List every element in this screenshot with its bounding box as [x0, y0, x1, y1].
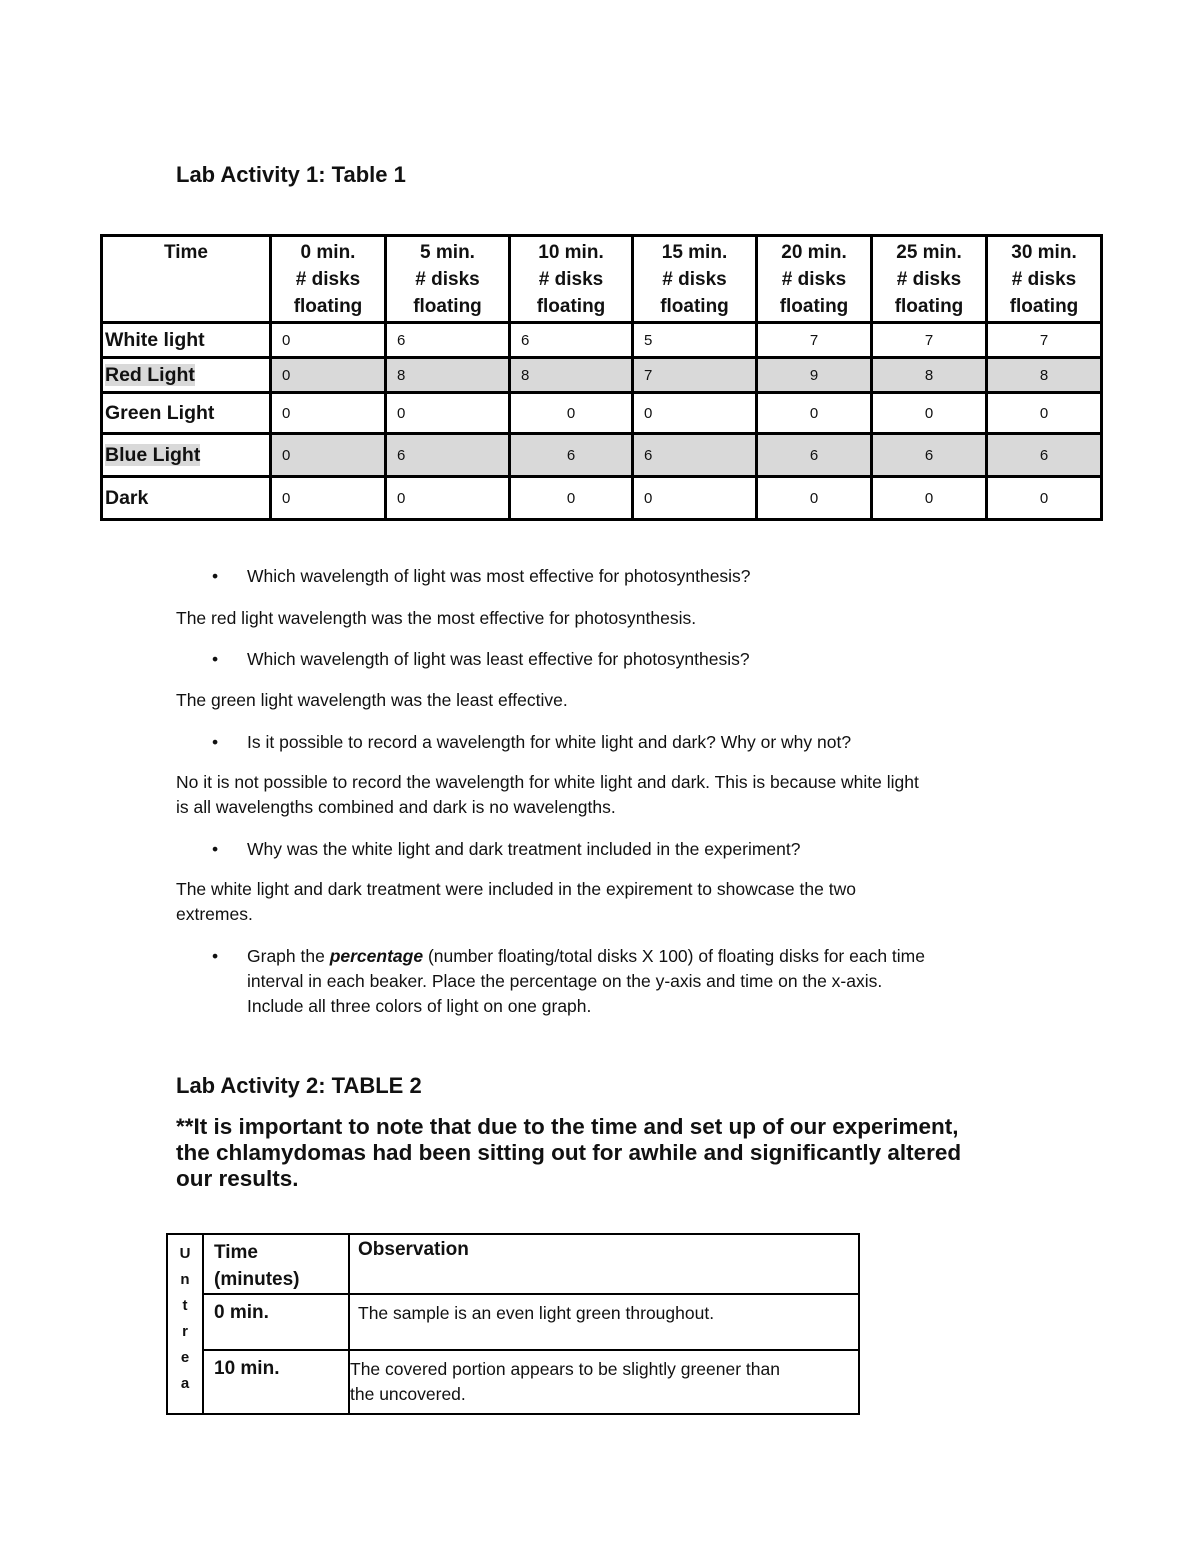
table-cell: 6: [757, 434, 872, 477]
row-label: Green Light: [102, 393, 271, 434]
table-cell: 0: [386, 477, 510, 520]
header-15-min: 15 min. # disks floating: [633, 236, 757, 323]
bullet-icon: •: [212, 732, 219, 752]
header-10-min: 10 min. # disks floating: [510, 236, 633, 323]
table-2-observations: [166, 1233, 860, 1415]
table-cell: 6: [633, 434, 757, 477]
table-cell: 7: [757, 323, 872, 358]
page-heading-lab-activity-1: Lab Activity 1: Table 1: [176, 162, 406, 187]
table-cell: 6: [987, 434, 1102, 477]
table-header-row: [102, 236, 1102, 323]
time-cell: 0 min.: [203, 1294, 349, 1350]
important-note: **It is important to note that due to the time and set up of our experiment, the chlamydomas had been sitting out for awhile and significantly altered our results.: [176, 1114, 962, 1191]
table-cell: 0: [386, 393, 510, 434]
time-cell: 10 min.: [203, 1350, 349, 1414]
header-time: Time: [102, 236, 271, 323]
header-20-min: 20 min. # disks floating: [757, 236, 872, 323]
answer-2: The green light wavelength was the least effective.: [176, 690, 568, 710]
table-cell: 6: [872, 434, 987, 477]
table-cell: 0: [757, 393, 872, 434]
bullet-icon: •: [212, 839, 219, 859]
side-label-untreated: U n t r e a: [167, 1234, 203, 1414]
table-cell: 9: [757, 358, 872, 393]
bullet-icon: •: [212, 946, 219, 966]
row-label: Dark: [102, 477, 271, 520]
observation-cell: The covered portion appears to be slightly greener than the uncovered.: [349, 1350, 859, 1414]
table-cell: 7: [633, 358, 757, 393]
table-cell: 7: [987, 323, 1102, 358]
table-cell: 0: [633, 477, 757, 520]
row-label: Red Light: [102, 358, 271, 393]
table-cell: 0: [271, 393, 386, 434]
table-cell: 8: [987, 358, 1102, 393]
table-row-red-light: [102, 358, 1102, 393]
table-cell: 0: [510, 393, 633, 434]
answer-4: The white light and dark treatment were included in the expirement to showcase the two extremes.: [176, 879, 856, 924]
header-5-min: 5 min. # disks floating: [386, 236, 510, 323]
table-header-row: [167, 1234, 859, 1294]
observation-cell: The sample is an even light green throughout.: [349, 1294, 859, 1350]
row-label: White light: [102, 323, 271, 358]
answer-1: The red light wavelength was the most effective for photosynthesis.: [176, 608, 697, 628]
table-row: [167, 1350, 859, 1414]
table-row-green-light: [102, 393, 1102, 434]
header-observation: Observation: [349, 1234, 859, 1294]
table-1-disks-floating: [100, 234, 1103, 521]
table-cell: 0: [872, 477, 987, 520]
table-cell: 6: [510, 434, 633, 477]
table-row-dark: [102, 477, 1102, 520]
table-cell: 6: [510, 323, 633, 358]
answer-3: No it is not possible to record the wavelength for white light and dark. This is because white light is all wavelengths combined and dark is no wavelengths.: [176, 772, 919, 817]
table-cell: 6: [386, 434, 510, 477]
table-cell: 0: [510, 477, 633, 520]
page-heading-lab-activity-2: Lab Activity 2: TABLE 2: [176, 1073, 422, 1098]
table-cell: 0: [633, 393, 757, 434]
table-cell: 8: [510, 358, 633, 393]
header-25-min: 25 min. # disks floating: [872, 236, 987, 323]
table-cell: 0: [987, 477, 1102, 520]
table-cell: 0: [271, 434, 386, 477]
table-cell: 0: [872, 393, 987, 434]
header-0-min: 0 min. # disks floating: [271, 236, 386, 323]
table-cell: 5: [633, 323, 757, 358]
table-cell: 0: [987, 393, 1102, 434]
header-time-minutes: Time (minutes): [203, 1234, 349, 1294]
table-row-white-light: [102, 323, 1102, 358]
table-cell: 0: [271, 477, 386, 520]
table-cell: 6: [386, 323, 510, 358]
table-cell: 8: [386, 358, 510, 393]
table-row: [167, 1294, 859, 1350]
table-row-blue-light: [102, 434, 1102, 477]
table-cell: 0: [271, 323, 386, 358]
table-cell: 7: [872, 323, 987, 358]
bullet-icon: •: [212, 566, 219, 586]
table-cell: 0: [271, 358, 386, 393]
header-30-min: 30 min. # disks floating: [987, 236, 1102, 323]
row-label: Blue Light: [102, 434, 271, 477]
table-cell: 0: [757, 477, 872, 520]
bullet-icon: •: [212, 649, 219, 669]
table-cell: 8: [872, 358, 987, 393]
